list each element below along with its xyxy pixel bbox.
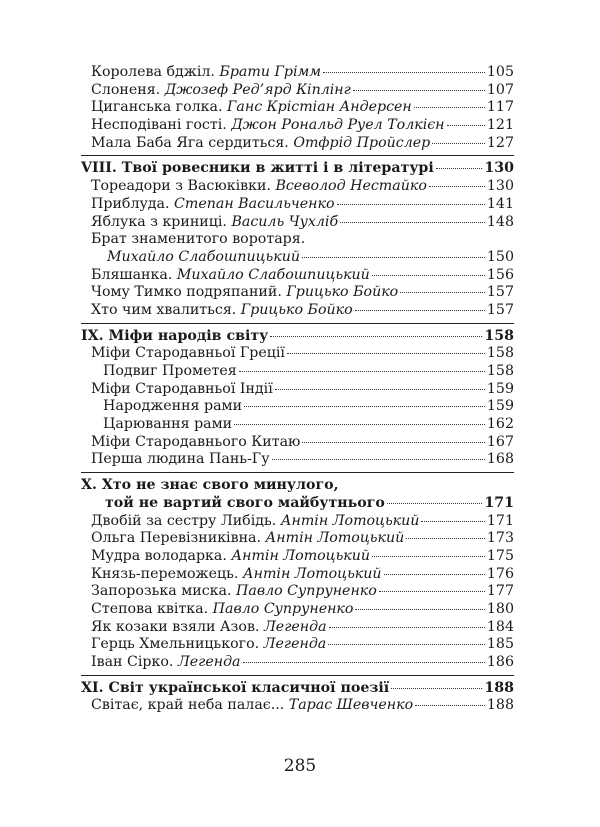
toc-entry[interactable] bbox=[81, 249, 514, 267]
entry-title-text: Хто чим хвалиться. bbox=[91, 301, 241, 318]
entry-page: 150 bbox=[486, 248, 514, 265]
toc-entry[interactable] bbox=[81, 654, 514, 672]
dot-leader bbox=[421, 520, 484, 522]
entry-title bbox=[91, 231, 305, 249]
entry-author: Василь Чухліб bbox=[231, 213, 339, 230]
toc-entry[interactable] bbox=[81, 160, 514, 178]
dot-leader bbox=[384, 573, 485, 575]
dot-leader bbox=[355, 608, 484, 610]
toc-entry[interactable] bbox=[81, 434, 514, 452]
entry-page: 159 bbox=[486, 398, 514, 415]
toc-section bbox=[81, 477, 514, 676]
entry-title-text: Герць Хмельницького. bbox=[91, 636, 264, 653]
toc-section bbox=[81, 328, 514, 474]
entry-page: 158 bbox=[486, 345, 514, 362]
dot-leader bbox=[329, 626, 485, 628]
toc-entry[interactable] bbox=[81, 680, 514, 698]
dot-leader bbox=[302, 256, 485, 258]
entry-author: Ганс Крістіан Андерсен bbox=[227, 99, 412, 116]
entry-title-text: Ольга Перевізниківна. bbox=[91, 530, 266, 547]
toc-entry[interactable] bbox=[81, 214, 514, 232]
toc-entry[interactable] bbox=[81, 64, 514, 82]
entry-author: Легенда bbox=[263, 636, 327, 653]
entry-author: Антін Лотоцький bbox=[231, 547, 371, 564]
entry-title-text: Бляшанка. bbox=[91, 266, 177, 283]
entry-author: Тарас Шевченко bbox=[288, 697, 414, 714]
entry-title bbox=[91, 64, 321, 82]
entry-title-text: Циганська голка. bbox=[91, 99, 228, 116]
entry-title-text: VIII. Твої ровесники в житті і в літературі bbox=[81, 160, 434, 177]
toc-entry[interactable] bbox=[81, 583, 514, 601]
entry-page: 184 bbox=[486, 618, 514, 635]
entry-page: 157 bbox=[486, 301, 514, 318]
entry-author: Легенда bbox=[263, 618, 327, 635]
entry-title-text: Слоненя. bbox=[91, 81, 165, 98]
entry-title bbox=[91, 381, 273, 399]
dot-leader bbox=[372, 555, 485, 557]
entry-title-text: Перша людина Пань-Гу bbox=[91, 451, 270, 468]
entry-title-text: Брат знаменитого воротаря. bbox=[91, 231, 306, 248]
entry-title-text: Світає, край неба палає... bbox=[91, 697, 289, 714]
dot-leader bbox=[270, 335, 482, 337]
toc-entry[interactable] bbox=[81, 477, 514, 495]
dot-leader bbox=[391, 687, 482, 689]
toc-entry[interactable] bbox=[81, 636, 514, 654]
entry-author: Степан Васильченко bbox=[174, 195, 335, 212]
entry-title bbox=[91, 434, 300, 452]
entry-title bbox=[91, 601, 353, 619]
entry-title-text: IX. Міфи народів світу bbox=[81, 327, 269, 344]
entry-page: 107 bbox=[486, 81, 514, 98]
entry-page: 171 bbox=[486, 512, 514, 529]
entry-title-text: Двобій за сестру Либідь. bbox=[91, 512, 281, 529]
entry-title bbox=[81, 328, 268, 346]
dot-leader bbox=[353, 89, 485, 91]
entry-page: 177 bbox=[486, 583, 514, 600]
toc-entry[interactable] bbox=[81, 566, 514, 584]
entry-title-text: Міфи Стародавньої Індії bbox=[91, 380, 273, 397]
entry-title-text: Яблука з криниці. bbox=[91, 213, 232, 230]
entry-title bbox=[107, 249, 300, 267]
entry-title bbox=[91, 135, 430, 153]
dot-leader bbox=[287, 352, 485, 354]
dot-leader bbox=[272, 458, 485, 460]
entry-title bbox=[91, 99, 412, 117]
entry-title-text: Мудра володарка. bbox=[91, 547, 232, 564]
toc-entry[interactable] bbox=[81, 82, 514, 100]
toc-entry[interactable] bbox=[81, 697, 514, 715]
entry-title bbox=[91, 214, 338, 232]
entry-title bbox=[91, 284, 398, 302]
entry-page: 156 bbox=[486, 266, 514, 283]
dot-leader bbox=[436, 167, 483, 169]
toc-entry[interactable] bbox=[81, 381, 514, 399]
entry-author: Павло Супруненко bbox=[236, 583, 377, 600]
entry-title-text: X. Хто не знає свого минулого, bbox=[81, 477, 339, 494]
entry-title bbox=[91, 117, 445, 135]
toc-entry[interactable] bbox=[81, 398, 514, 416]
entry-page: 185 bbox=[486, 636, 514, 653]
entry-page: 188 bbox=[484, 679, 514, 696]
entry-title-text: Несподівані гості. bbox=[91, 117, 232, 134]
dot-leader bbox=[387, 502, 482, 504]
toc-entry[interactable] bbox=[81, 495, 514, 513]
dot-leader bbox=[234, 423, 485, 425]
entry-title-text: Як козаки взяли Азов. bbox=[91, 618, 264, 635]
entry-title-text: Запорозька миска. bbox=[91, 583, 236, 600]
entry-title-text: Подвиг Прометея bbox=[103, 363, 237, 379]
entry-page: 127 bbox=[486, 134, 514, 151]
dot-leader bbox=[275, 388, 485, 390]
entry-title-text: той не вартий свого майбутнього bbox=[105, 494, 385, 511]
toc-entry[interactable] bbox=[81, 99, 514, 117]
dot-leader bbox=[432, 142, 485, 144]
toc-section bbox=[81, 680, 514, 718]
toc-entry[interactable] bbox=[81, 530, 514, 548]
dot-leader bbox=[243, 661, 485, 663]
dot-leader bbox=[415, 704, 485, 706]
entry-page: 158 bbox=[484, 327, 514, 344]
entry-title-text: Королева бджіл. bbox=[91, 64, 220, 80]
entry-author: Джозеф Ред’ярд Кіплінг bbox=[164, 81, 351, 98]
toc-entry[interactable] bbox=[81, 196, 514, 214]
entry-page: 158 bbox=[486, 363, 514, 379]
entry-title bbox=[91, 566, 382, 584]
toc-entry[interactable] bbox=[81, 135, 514, 153]
dot-leader bbox=[244, 405, 485, 407]
entry-author: Антін Лотоцький bbox=[280, 512, 420, 529]
entry-page: 171 bbox=[484, 494, 514, 511]
toc-entry[interactable] bbox=[81, 302, 514, 320]
entry-title bbox=[91, 636, 326, 654]
dot-leader bbox=[400, 291, 485, 293]
dot-leader bbox=[355, 309, 485, 311]
entry-title bbox=[91, 619, 327, 637]
entry-page: 173 bbox=[486, 530, 514, 547]
entry-page: 162 bbox=[486, 416, 514, 433]
toc-entry[interactable] bbox=[81, 267, 514, 285]
table-of-contents bbox=[81, 64, 514, 722]
entry-page: 130 bbox=[484, 160, 514, 177]
entry-page: 168 bbox=[486, 451, 514, 468]
entry-title-text: Міфи Стародавнього Китаю bbox=[91, 433, 301, 450]
entry-title bbox=[91, 302, 353, 320]
entry-title bbox=[91, 196, 335, 214]
entry-author: Легенда bbox=[177, 654, 241, 670]
entry-title-text: Тореадори з Васюківки. bbox=[91, 178, 276, 195]
entry-title bbox=[91, 530, 404, 548]
entry-title bbox=[91, 654, 241, 672]
entry-author: Грицько Бойко bbox=[286, 284, 399, 301]
page-number: 285 bbox=[283, 756, 317, 776]
entry-author: Брати Грімм bbox=[219, 64, 322, 80]
entry-page: 105 bbox=[486, 64, 514, 80]
entry-page: 148 bbox=[486, 213, 514, 230]
entry-title bbox=[91, 548, 370, 566]
entry-title bbox=[81, 160, 434, 178]
dot-leader bbox=[328, 643, 485, 645]
toc-entry[interactable] bbox=[81, 178, 514, 196]
entry-title bbox=[103, 363, 237, 381]
toc-entry[interactable] bbox=[81, 363, 514, 381]
entry-author: Всеволод Нестайко bbox=[275, 178, 427, 195]
entry-title bbox=[91, 82, 351, 100]
entry-author: Грицько Бойко bbox=[240, 301, 353, 318]
entry-title bbox=[103, 416, 232, 434]
entry-author: Михайло Слабошпицький bbox=[107, 248, 300, 265]
toc-entry[interactable] bbox=[81, 548, 514, 566]
entry-author: Антін Лотоцький bbox=[242, 565, 382, 582]
entry-page: 121 bbox=[486, 117, 514, 134]
dot-leader bbox=[337, 203, 485, 205]
entry-title-text: Князь-переможець. bbox=[91, 565, 243, 582]
entry-page: 186 bbox=[486, 654, 514, 670]
dot-leader bbox=[340, 221, 485, 223]
dot-leader bbox=[429, 185, 485, 187]
entry-author: Павло Супруненко bbox=[212, 600, 354, 617]
entry-title-text: Іван Сірко. bbox=[91, 654, 178, 670]
entry-title bbox=[81, 680, 389, 698]
entry-page: 141 bbox=[486, 195, 514, 212]
entry-page: 117 bbox=[486, 99, 514, 116]
dot-leader bbox=[239, 370, 485, 372]
entry-author: Отфрід Пройслер bbox=[293, 134, 431, 151]
entry-title bbox=[91, 267, 370, 285]
entry-title bbox=[91, 583, 377, 601]
entry-title bbox=[81, 477, 339, 495]
toc-entry[interactable] bbox=[81, 619, 514, 637]
dot-leader bbox=[406, 537, 485, 539]
dot-leader bbox=[414, 106, 485, 108]
dot-leader bbox=[323, 71, 485, 73]
entry-title-text: Мала Баба Яга сердиться. bbox=[91, 134, 294, 151]
toc-entry[interactable] bbox=[81, 284, 514, 302]
entry-title-text: Чому Тимко подряпаний. bbox=[91, 284, 287, 301]
dot-leader bbox=[447, 124, 485, 126]
entry-page: 188 bbox=[486, 697, 514, 714]
toc-entry[interactable] bbox=[81, 416, 514, 434]
toc-section bbox=[81, 64, 514, 156]
entry-title-text: Царювання рами bbox=[103, 416, 233, 433]
toc-section bbox=[81, 160, 514, 323]
entry-author: Михайло Слабошпицький bbox=[176, 266, 370, 283]
toc-entry[interactable] bbox=[81, 601, 514, 619]
entry-page: 167 bbox=[486, 433, 514, 450]
entry-page: 157 bbox=[486, 284, 514, 301]
entry-title bbox=[91, 178, 427, 196]
toc-entry[interactable] bbox=[81, 328, 514, 346]
entry-title-text: XI. Світ української класичної поезії bbox=[81, 679, 390, 696]
entry-title bbox=[91, 697, 413, 715]
entry-title-text: Народження рами bbox=[103, 398, 243, 415]
entry-page: 175 bbox=[486, 547, 514, 564]
entry-page: 159 bbox=[486, 380, 514, 397]
toc-entry[interactable] bbox=[81, 117, 514, 135]
entry-title bbox=[91, 451, 270, 469]
dot-leader bbox=[302, 441, 485, 443]
toc-entry[interactable] bbox=[81, 513, 514, 531]
entry-title-text: Приблуда. bbox=[91, 195, 175, 212]
toc-entry[interactable] bbox=[81, 231, 514, 249]
entry-title bbox=[103, 398, 242, 416]
entry-title-text: Міфи Стародавньої Греції bbox=[91, 345, 285, 362]
entry-page: 176 bbox=[486, 565, 514, 582]
entry-title-text: Степова квітка. bbox=[91, 600, 213, 617]
dot-leader bbox=[379, 590, 485, 592]
entry-title bbox=[91, 345, 285, 363]
entry-title bbox=[91, 513, 419, 531]
entry-author: Антін Лотоцький bbox=[265, 530, 405, 547]
entry-author: Джон Рональд Руел Толкієн bbox=[231, 117, 445, 134]
entry-page: 130 bbox=[486, 178, 514, 195]
entry-title bbox=[105, 495, 385, 513]
dot-leader bbox=[372, 274, 485, 276]
entry-page: 180 bbox=[486, 600, 514, 617]
toc-entry[interactable] bbox=[81, 345, 514, 363]
toc-entry[interactable] bbox=[81, 451, 514, 469]
